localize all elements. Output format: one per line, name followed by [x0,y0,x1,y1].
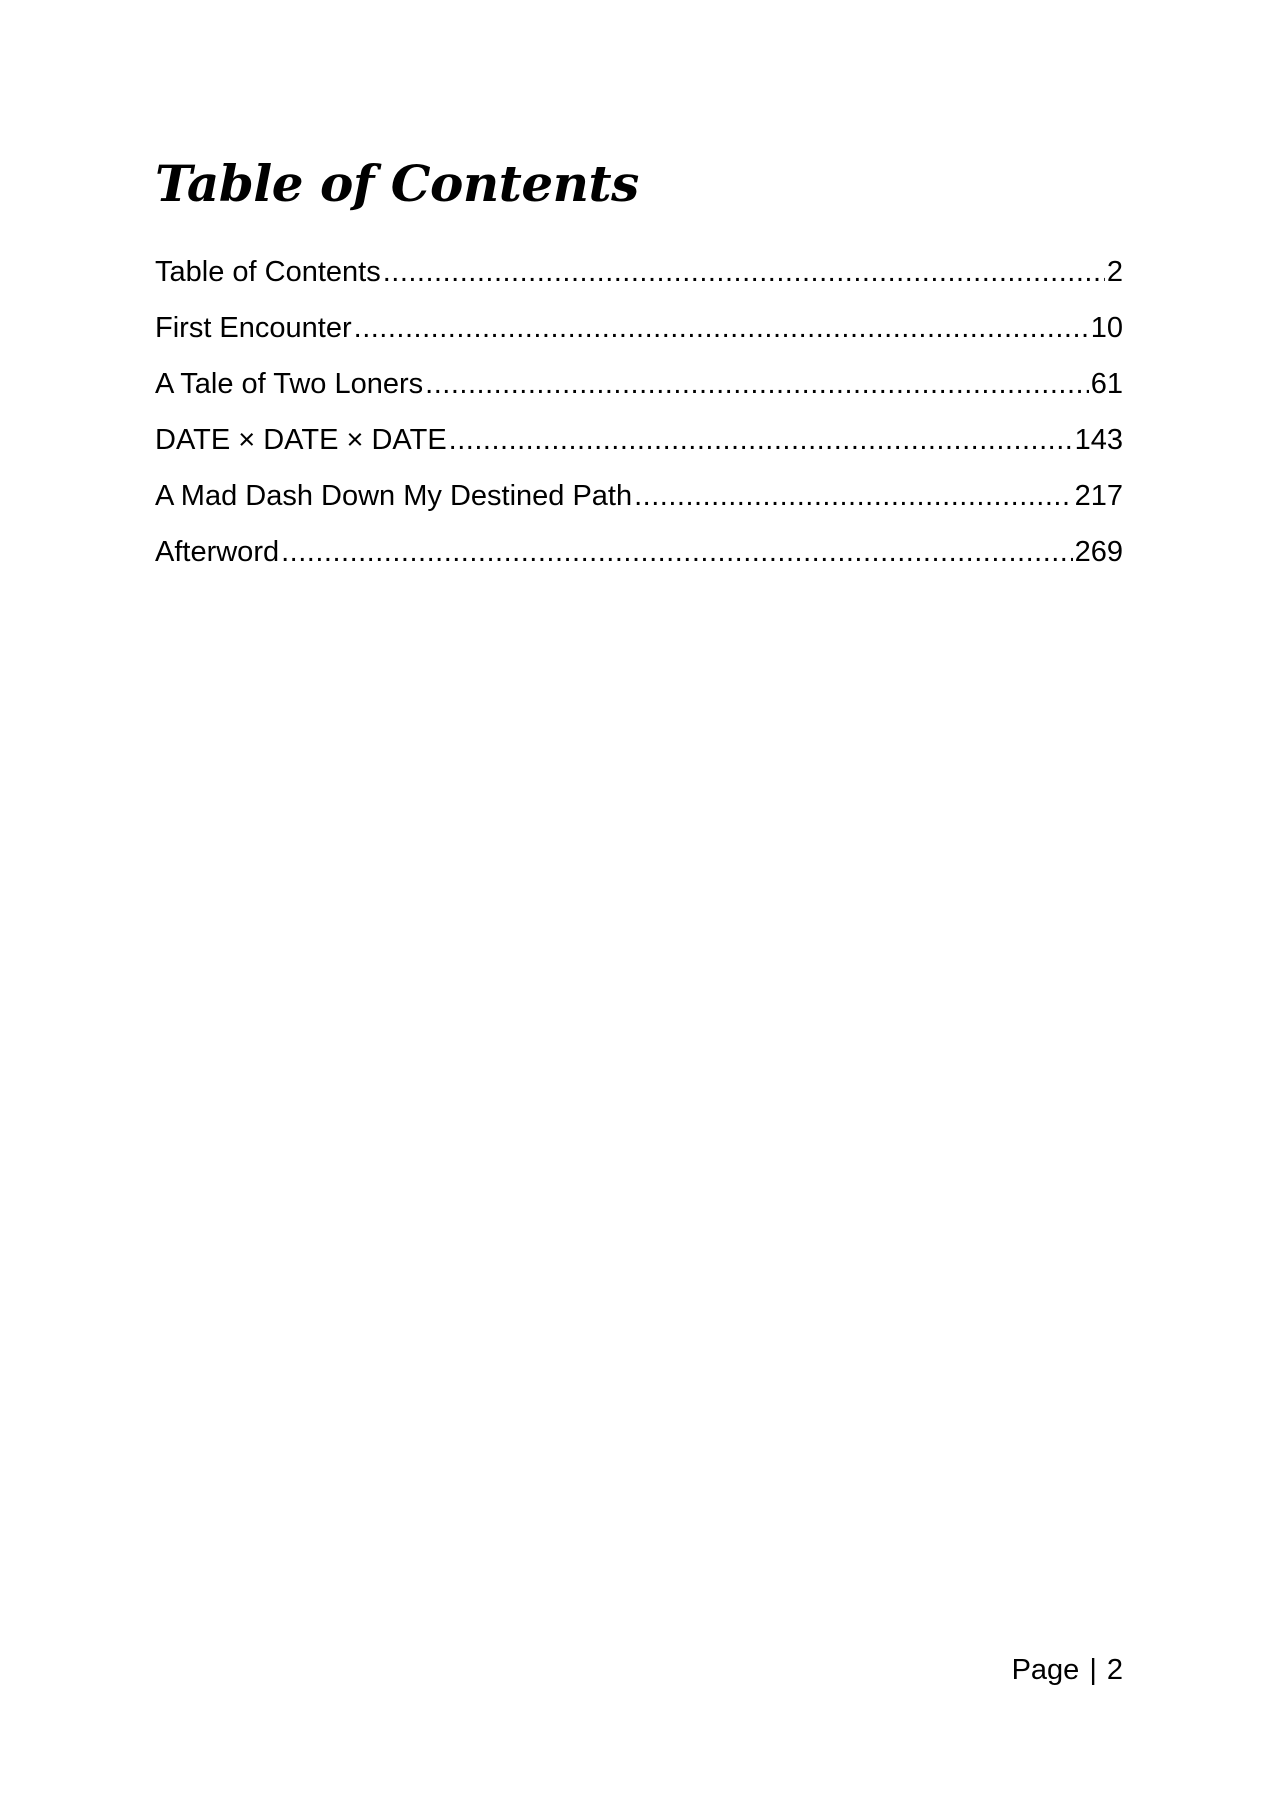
toc-entry-first-encounter[interactable] [155,300,1123,356]
page-label: Page [1011,1654,1080,1686]
toc-dot-leader [281,524,1073,580]
toc-entry-date-date-date[interactable] [155,412,1123,468]
toc-entry-page: 10 [1090,312,1123,344]
toc-dot-leader [354,300,1089,356]
page-title: Table of Contents [155,154,639,213]
toc-dot-leader [383,244,1105,300]
toc-dot-leader [425,356,1089,412]
toc-entry-page: 217 [1074,480,1123,512]
toc-entry-a-mad-dash[interactable] [155,468,1123,524]
toc-entry-table-of-contents[interactable] [155,244,1123,300]
toc-entry-page: 269 [1074,536,1123,568]
toc-list [155,244,1123,580]
toc-entry-page: 2 [1106,256,1123,288]
toc-entry-page: 61 [1090,368,1123,400]
toc-entry-title: Table of Contents [155,256,381,288]
page-separator: | [1089,1654,1097,1686]
toc-entry-title: A Mad Dash Down My Destined Path [155,480,633,512]
toc-dot-leader [449,412,1073,468]
toc-entry-title: Afterword [155,536,280,568]
toc-entry-a-tale-of-two-loners[interactable] [155,356,1123,412]
toc-entry-afterword[interactable] [155,524,1123,580]
toc-entry-title: DATE × DATE × DATE [155,424,447,456]
page-footer [1012,1650,1123,1690]
page-number: 2 [1106,1654,1123,1686]
toc-entry-title: A Tale of Two Loners [155,368,424,400]
toc-dot-leader [634,468,1072,524]
toc-entry-title: First Encounter [155,312,352,344]
toc-entry-page: 143 [1074,424,1123,456]
